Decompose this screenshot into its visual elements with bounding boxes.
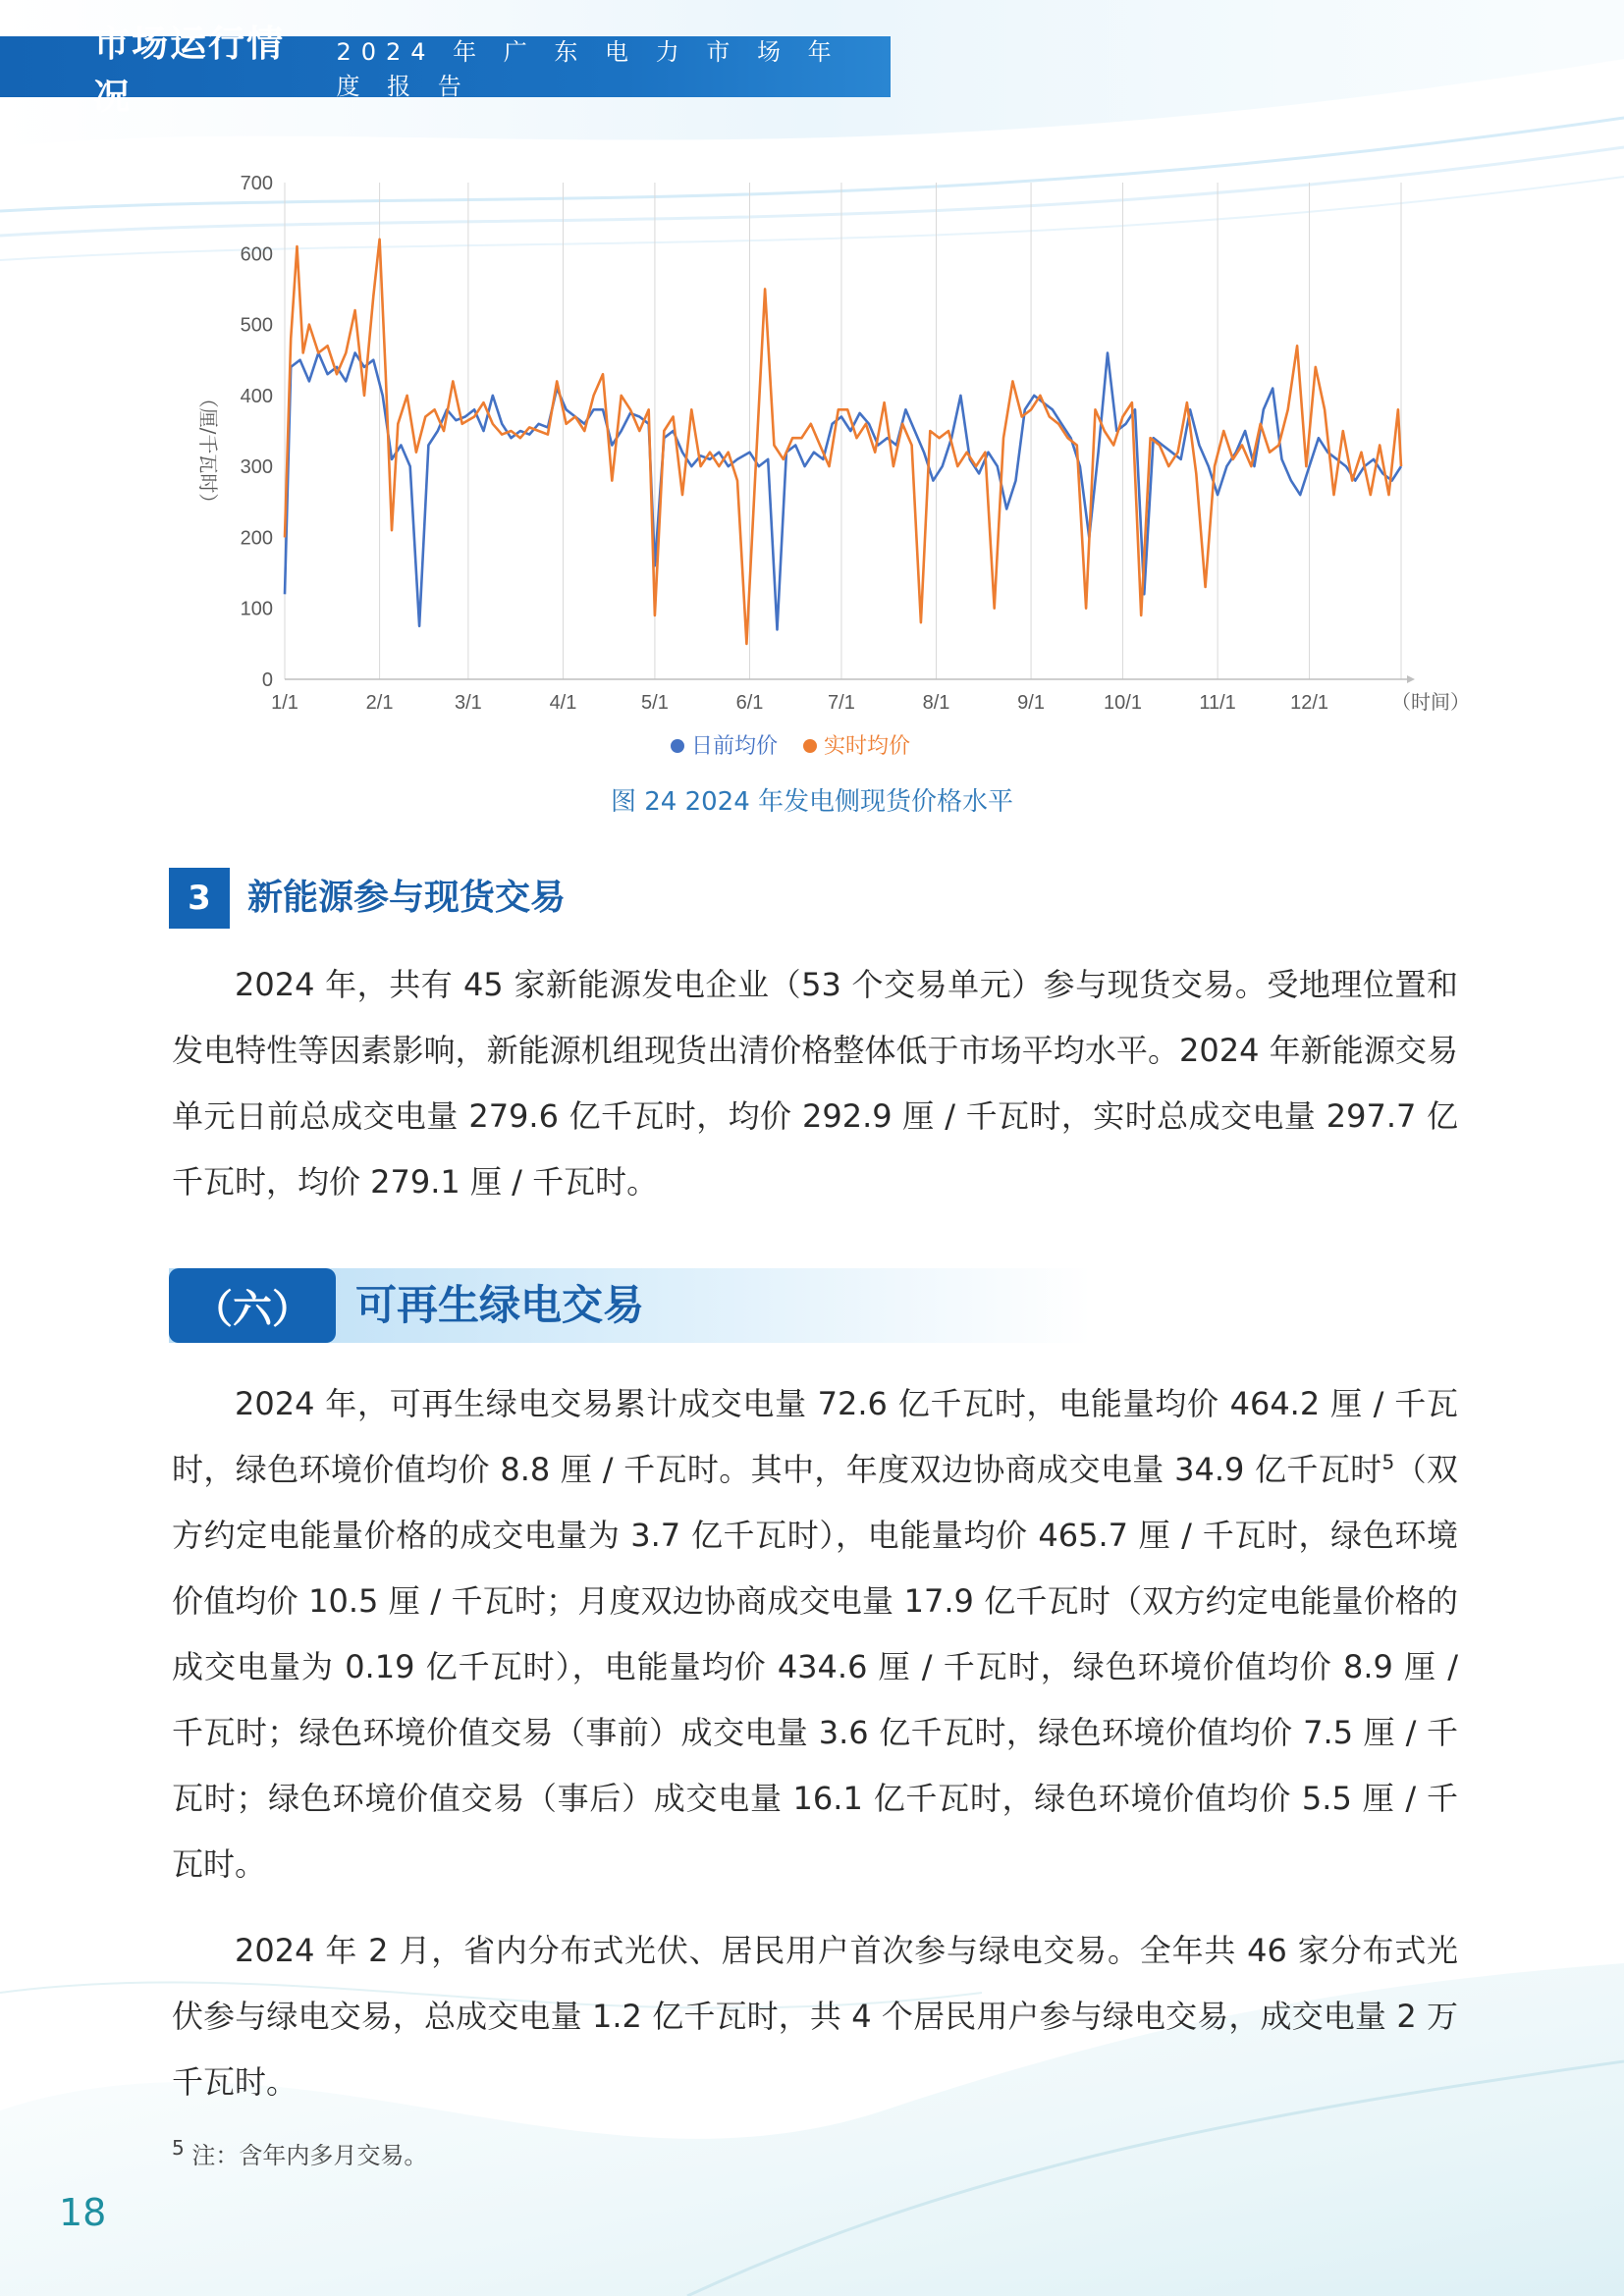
paragraph-green-power-part2: （双方约定电能量价格的成交电量为 3.7 亿千瓦时），电能量均价 465.7 厘 / 千瓦时，绿色环境价值均价 10.5 厘 / 千瓦时；月度双边协商成交电量 17.9 亿千瓦时（双方约定电能量价格的成交电量为 0.19 亿千瓦时），电能量均价 434.6 厘 / 千瓦时，绿色环境价值均价 8.9 厘 / 千瓦时；绿色环境价值交易（事前）成交电量 3.6 亿千瓦时，绿色环境价值均价 7.5 厘 / 千瓦时；绿色环境价值交易（事后）成交电量 16.1 亿千瓦时，绿色环境价值均价 5.5 厘 / 千瓦时。: [172, 1451, 1458, 1883]
price-line-chart: [0, 157, 1624, 766]
legend-marker: [671, 739, 684, 753]
chapter-title: 可再生绿电交易: [355, 1281, 645, 1329]
x-tick-label: 6/1: [735, 692, 764, 714]
x-tick-label: 5/1: [641, 692, 669, 714]
x-tick-label: 12/1: [1290, 692, 1329, 714]
footnote-text: 注：含年内多月交易。: [191, 2142, 428, 2169]
x-tick-label: 8/1: [922, 692, 950, 714]
section-title: 新能源参与现货交易: [247, 878, 567, 918]
legend-marker: [803, 739, 817, 753]
y-axis-title: （厘/千瓦时）: [196, 388, 220, 513]
x-tick-label: 1/1: [271, 692, 298, 714]
y-tick-label: 200: [240, 527, 273, 550]
x-axis-title: （时间）: [1391, 690, 1470, 714]
y-tick-label: 300: [240, 456, 273, 479]
header-bar: [0, 23, 891, 118]
legend-label: 日前均价: [691, 734, 779, 759]
y-tick-label: 0: [261, 669, 273, 691]
chapter-number: （六）: [169, 1268, 336, 1343]
y-tick-label: 500: [240, 314, 273, 337]
header-section-title: 市场运行情况: [93, 23, 285, 118]
section-number: 3: [169, 868, 230, 929]
chapter-heading: [169, 1268, 1092, 1343]
paragraph-distributed-pv: 2024 年 2 月，省内分布式光伏、居民用户首次参与绿电交易。全年共 46 家分布式光伏参与绿电交易，总成交电量 1.2 亿千瓦时，共 4 个居民用户参与绿电交易，成交电量 2 万千瓦时。: [172, 1932, 1458, 2101]
paragraph-new-energy: 2024 年，共有 45 家新能源发电企业（53 个交易单元）参与现货交易。受地理位置和发电特性等因素影响，新能源机组现货出清价格整体低于市场平均水平。2024 年新能源交易单元日前总成交电量 279.6 亿千瓦时，均价 292.9 厘 / 千瓦时，实时总成交电量 297.7 亿千瓦时，均价 279.1 厘 / 千瓦时。: [172, 966, 1458, 1201]
x-tick-label: 4/1: [549, 692, 577, 714]
x-tick-label: 10/1: [1104, 692, 1142, 714]
x-tick-label: 2/1: [365, 692, 394, 714]
x-tick-label: 9/1: [1017, 692, 1045, 714]
footnote-mark: 5: [172, 2136, 185, 2160]
y-tick-label: 700: [240, 173, 273, 194]
x-tick-label: 3/1: [454, 692, 482, 714]
y-tick-label: 400: [240, 385, 273, 407]
paragraph-green-power: [172, 1371, 1458, 1897]
y-tick-label: 600: [240, 243, 273, 266]
page-number: 18: [59, 2191, 107, 2234]
series-line-日前均价: [285, 353, 1401, 630]
x-tick-label: 7/1: [828, 692, 855, 714]
paragraph-green-power-part1: 2024 年，可再生绿电交易累计成交电量 72.6 亿千瓦时，电能量均价 464.2 厘 / 千瓦时，绿色环境价值均价 8.8 厘 / 千瓦时。其中，年度双边协商成交电量 34.9 亿千瓦时: [172, 1385, 1458, 1488]
y-tick-label: 100: [240, 598, 273, 620]
x-tick-label: 11/1: [1199, 692, 1236, 714]
figure-caption: 图 24 2024 年发电侧现货价格水平: [610, 787, 1014, 817]
header-report-title: 2024 年 广 东 电 力 市 场 年 度 报 告: [336, 38, 841, 100]
chart-svg: [0, 157, 1624, 766]
series-line-实时均价: [285, 240, 1401, 644]
footnote-ref: 5: [1381, 1450, 1395, 1474]
footnote: [172, 2136, 427, 2170]
x-axis-arrow: [1407, 675, 1415, 683]
legend-label: 实时均价: [824, 734, 911, 759]
